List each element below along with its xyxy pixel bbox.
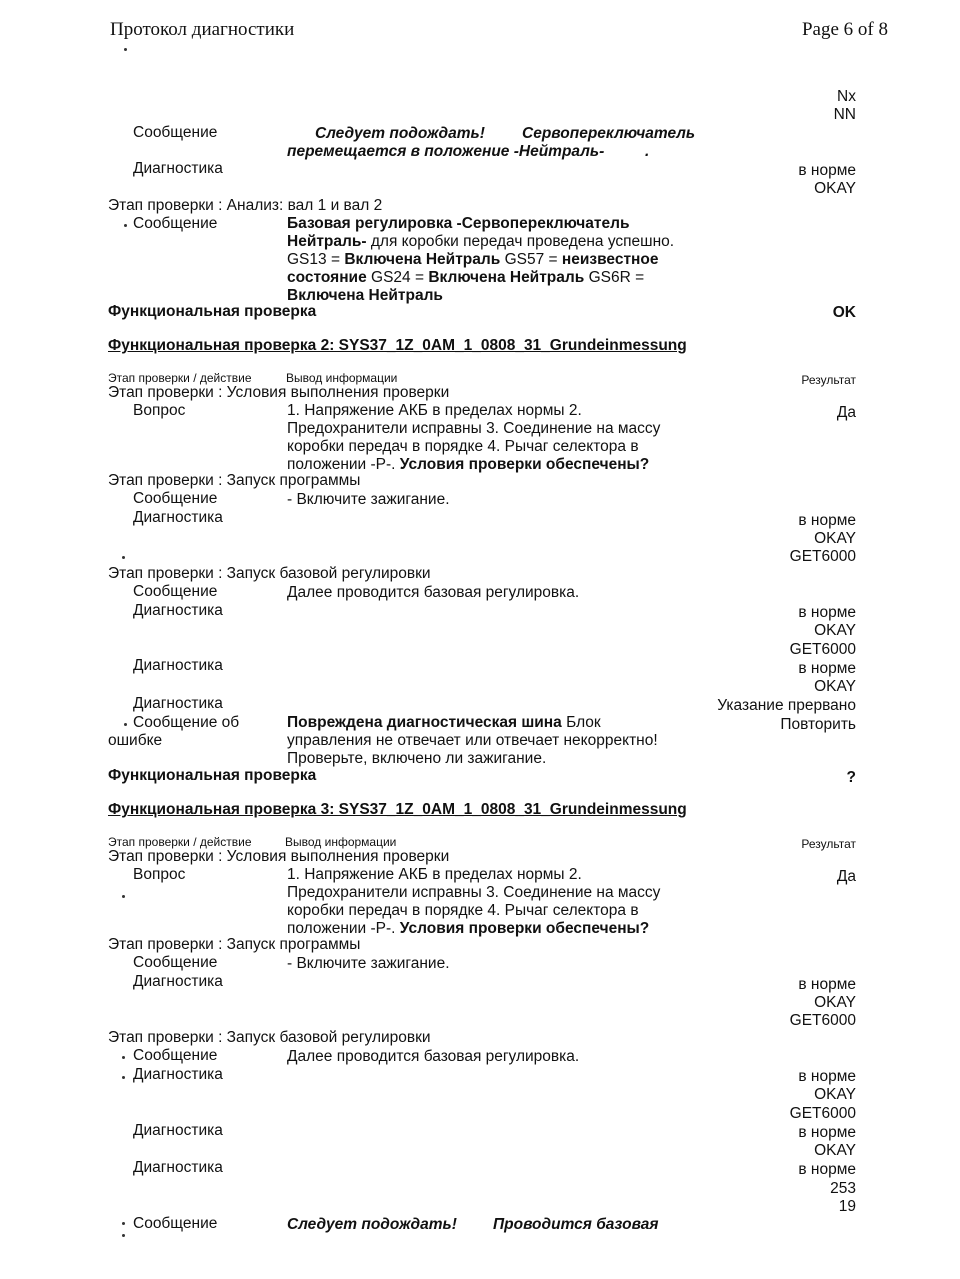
- message-basic-adjustment-success: Базовая регулировка -Сервопереключатель Нейтраль- для коробки передач проведена успешно. GS13 = Включена Нейтраль GS57 = неизвестное состояние GS24 = Включена Нейтраль GS6R = Включена Нейтраль: [287, 215, 675, 304]
- diagnostics-result-line: в норме: [798, 660, 856, 677]
- message-adjustment: Далее проводится базовая регулировка.: [287, 584, 580, 601]
- scan-speck: [124, 723, 127, 726]
- scan-speck: [122, 895, 125, 898]
- function-check-label: Функциональная проверка: [108, 303, 317, 320]
- diagnostics-result-line: в норме: [798, 1161, 856, 1178]
- diagnostics-label: Диагностика: [133, 602, 223, 619]
- scan-speck: [122, 1076, 125, 1079]
- function-check-result: ?: [846, 769, 856, 786]
- message-ignition: - Включите зажигание.: [287, 491, 450, 508]
- diagnostics-result-line: 19: [838, 1198, 856, 1215]
- question-text: 1. Напряжение АКБ в пределах нормы 2. Предохранители исправны 3. Соединение на массу коробки передач в порядке 4. Рычаг селектора в положении -P-. Условия проверки обеспечены?: [287, 402, 661, 473]
- diagnostics-result-line: GET6000: [789, 548, 856, 565]
- column-header-stage: Этап проверки / действие: [108, 835, 252, 849]
- diagnostics-label: Диагностика: [133, 1122, 223, 1139]
- message-servo-text: Сервопереключатель: [522, 125, 696, 142]
- page-number: Page 6 of 8: [801, 19, 888, 40]
- column-header-result: Результат: [801, 837, 856, 851]
- diagnostics-result-okay: OKAY: [814, 180, 856, 197]
- message-neutral-text: перемещается в положение -Нейтраль-: [287, 143, 605, 160]
- diagnostics-result-line: OKAY: [814, 678, 856, 695]
- message-label: Сообщение: [133, 215, 218, 232]
- diagnostics-result-line: в норме: [798, 1124, 856, 1141]
- question-label: Вопрос: [133, 402, 186, 419]
- message-label: Сообщение: [133, 1215, 218, 1232]
- diagnostics-result-line: 253: [830, 1180, 856, 1197]
- diagnostics-result-status: в норме: [798, 162, 856, 179]
- diagnostics-label: Диагностика: [133, 695, 223, 712]
- diagnostics-result-line: OKAY: [814, 622, 856, 639]
- diagnostics-result-line: OKAY: [814, 1142, 856, 1159]
- column-header-info: Вывод информации: [285, 835, 397, 849]
- diagnostics-label: Диагностика: [133, 160, 223, 177]
- error-message-label: Сообщение об ошибке: [108, 714, 240, 749]
- diagnostics-label: Диагностика: [133, 509, 223, 526]
- diagnostics-result-line: в норме: [798, 1068, 856, 1085]
- function-check-label: Функциональная проверка: [108, 767, 317, 784]
- message-label: Сообщение: [133, 1047, 218, 1064]
- stage-basic-adjustment: Этап проверки : Запуск базовой регулировки: [108, 1029, 431, 1046]
- stage-start-program: Этап проверки : Запуск программы: [108, 936, 361, 953]
- question-result: Да: [836, 404, 856, 421]
- scan-speck: [122, 1234, 125, 1237]
- diagnostics-result-line: в норме: [798, 976, 856, 993]
- message-adjustment: Далее проводится базовая регулировка.: [287, 1048, 580, 1065]
- error-result: Повторить: [780, 716, 856, 733]
- question-result: Да: [836, 868, 856, 885]
- scan-speck: [124, 224, 127, 227]
- error-message-text: Повреждена диагностическая шина Блок управления не отвечает или отвечает некорректно! Проверьте, включено ли зажигание.: [287, 714, 658, 767]
- stage-conditions: Этап проверки : Условия выполнения проверки: [108, 384, 450, 401]
- stage-basic-adjustment: Этап проверки : Запуск базовой регулировки: [108, 565, 431, 582]
- scan-speck: [124, 48, 127, 51]
- diagnostics-label: Диагностика: [133, 657, 223, 674]
- message-adjustment-text: Проводится базовая: [493, 1216, 659, 1233]
- diagnostics-result-line: GET6000: [789, 1105, 856, 1122]
- diagnostics-result-line: в норме: [798, 512, 856, 529]
- section-title: Функциональная проверка 2: SYS37_1Z_0AM_1_0808_31_Grundeinmessung: [108, 337, 687, 354]
- diagnostics-result-line: OKAY: [814, 994, 856, 1011]
- diagnostics-result-interrupted: Указание прервано: [717, 697, 856, 714]
- diagnostics-result-line: OKAY: [814, 530, 856, 547]
- diagnostics-result-line: GET6000: [789, 641, 856, 658]
- diagnostics-result-line: в норме: [798, 604, 856, 621]
- message-label: Сообщение: [133, 124, 218, 141]
- column-header-stage: Этап проверки / действие: [108, 371, 252, 385]
- stage-conditions: Этап проверки : Условия выполнения проверки: [108, 848, 450, 865]
- result-nn: NN: [833, 106, 856, 123]
- message-label: Сообщение: [133, 490, 218, 507]
- diagnostics-result-line: OKAY: [814, 1086, 856, 1103]
- function-check-result: OK: [832, 304, 856, 321]
- message-wait-text: Следует подождать!: [315, 125, 485, 142]
- message-wait-text: Следует подождать!: [287, 1216, 457, 1233]
- message-period: .: [645, 143, 650, 160]
- scan-speck: [122, 1056, 125, 1059]
- diagnostics-label: Диагностика: [133, 1159, 223, 1176]
- result-nx: Nx: [837, 88, 856, 105]
- scan-speck: [122, 556, 125, 559]
- diagnostics-result-line: GET6000: [789, 1012, 856, 1029]
- message-ignition: - Включите зажигание.: [287, 955, 450, 972]
- message-label: Сообщение: [133, 954, 218, 971]
- scan-speck: [122, 1222, 125, 1225]
- question-text: 1. Напряжение АКБ в пределах нормы 2. Предохранители исправны 3. Соединение на массу коробки передач в порядке 4. Рычаг селектора в положении -P-. Условия проверки обеспечены?: [287, 866, 661, 937]
- message-label: Сообщение: [133, 583, 218, 600]
- column-header-result: Результат: [801, 373, 856, 387]
- diagnostics-label: Диагностика: [133, 973, 223, 990]
- stage-start-program: Этап проверки : Запуск программы: [108, 472, 361, 489]
- column-header-info: Вывод информации: [286, 371, 398, 385]
- question-label: Вопрос: [133, 866, 186, 883]
- stage-analysis: Этап проверки : Анализ: вал 1 и вал 2: [108, 197, 383, 214]
- document-title: Протокол диагностики: [110, 19, 295, 40]
- diagnostics-label: Диагностика: [133, 1066, 223, 1083]
- section-title: Функциональная проверка 3: SYS37_1Z_0AM_1_0808_31_Grundeinmessung: [108, 801, 687, 818]
